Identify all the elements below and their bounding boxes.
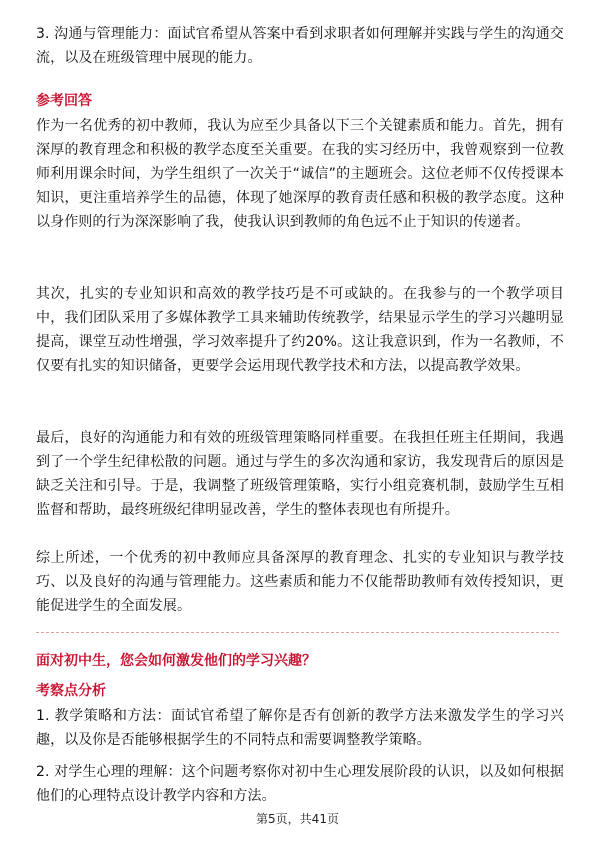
answer-paragraph-3-block bbox=[36, 426, 564, 522]
answer-heading-block bbox=[36, 90, 564, 112]
analysis-heading-block bbox=[36, 680, 564, 702]
answer-paragraph: 综上所述，一个优秀的初中教师应具备深厚的教育理念、扎实的专业知识与教学技巧、以及良好的沟通与管理能力。这些素质和能力不仅能帮助教师有效传授知识，更能促进学生的全面发展。 bbox=[36, 550, 564, 614]
analysis-point: 1. 教学策略和方法：面试官希望了解你是否有创新的教学方法来激发学生的学习兴趣，以及你是否能够根据学生的不同特点和需要调整教学策略。 bbox=[36, 708, 564, 748]
analysis-point: 2. 对学生心理的理解：这个问题考察你对初中生心理发展阶段的认识，以及如何根据他们的心理特点设计教学内容和方法。 bbox=[36, 764, 564, 804]
answer-paragraph-2-block bbox=[36, 282, 564, 378]
answer-paragraph: 最后，良好的沟通能力和有效的班级管理策略同样重要。在我担任班主任期间，我遇到了一个学生纪律松散的问题。通过与学生的多次沟通和家访，我发现背后的原因是缺乏关注和引导。于是，我调整了班级管理策略，实行小组竞赛机制，鼓励学生互相监督和帮助，最终班级纪律明显改善，学生的整体表现也有所提升。 bbox=[36, 430, 564, 518]
analysis-heading: 考察点分析 bbox=[36, 683, 106, 699]
top-item bbox=[36, 22, 564, 70]
analysis-point-1-block bbox=[36, 704, 564, 752]
question-title-block bbox=[36, 650, 564, 672]
answer-paragraph-4-block bbox=[36, 546, 564, 618]
answer-heading: 参考回答 bbox=[36, 93, 92, 109]
answer-paragraph: 作为一名优秀的初中教师，我认为应至少具备以下三个关键素质和能力。首先，拥有深厚的教育理念和积极的教学态度至关重要。在我的实习经历中，我曾观察到一位教师利用课余时间，为学生组织了一次关于“诚信”的主题班会。这位老师不仅传授课本知识，更注重培养学生的品德，体现了她深厚的教育责任感和积极的教学态度。这种以身作则的行为深深影响了我，使我认识到教师的角色远不止于知识的传递者。 bbox=[36, 118, 564, 230]
question-title: 面对初中生，您会如何激发他们的学习兴趣？ bbox=[36, 653, 316, 669]
page-number: 第5页，共41页 bbox=[256, 812, 339, 826]
evaluation-point-3: 3. 沟通与管理能力：面试官希望从答案中看到求职者如何理解并实践与学生的沟通交流，以及在班级管理中展现的能力。 bbox=[36, 26, 564, 66]
answer-paragraph-1-block bbox=[36, 114, 564, 234]
analysis-point-2-block bbox=[36, 760, 564, 808]
answer-paragraph: 其次，扎实的专业知识和高效的教学技巧是不可或缺的。在我参与的一个教学项目中，我们团队采用了多媒体教学工具来辅助传统教学，结果显示学生的学习兴趣明显提高，课堂互动性增强，学习效率提升了约20%。这让我意识到，作为一名教师，不仅要有扎实的知识储备，更要学会运用现代教学技术和方法，以提高教学效果。 bbox=[36, 286, 564, 374]
section-divider bbox=[36, 632, 559, 633]
